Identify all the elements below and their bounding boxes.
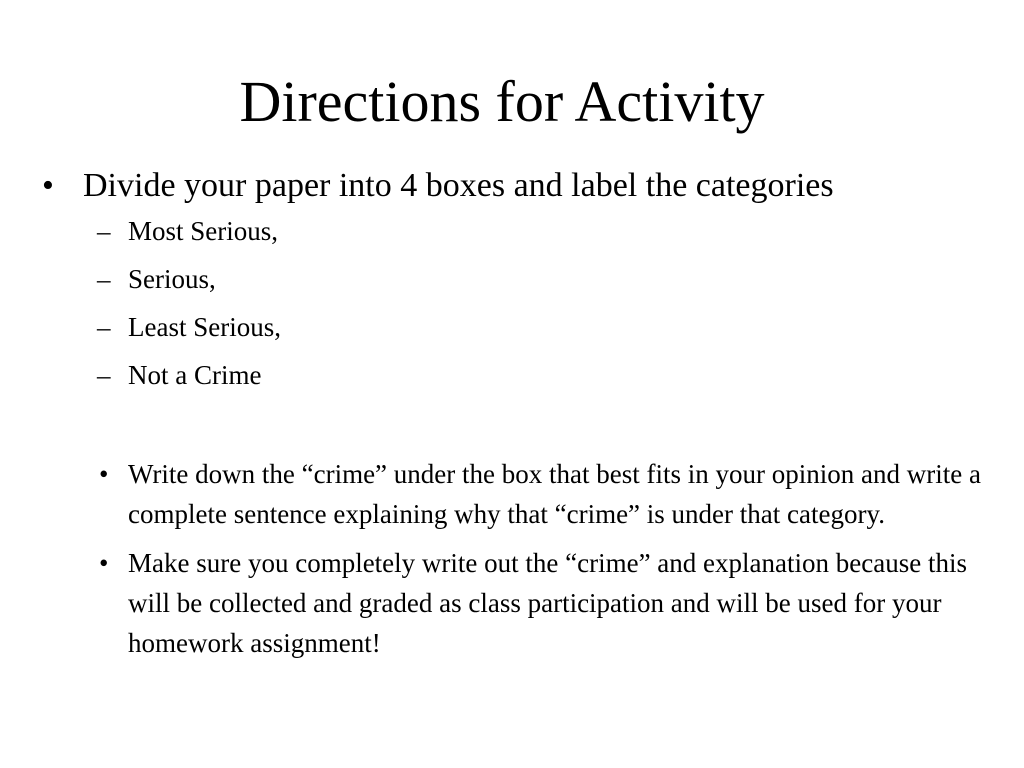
category-item [40, 310, 990, 344]
category-item [40, 214, 990, 248]
category-item [40, 358, 990, 392]
dash-marker: – [97, 264, 111, 294]
instruction-item [40, 454, 986, 534]
bullet-marker: • [99, 459, 109, 489]
main-bullet-text: Divide your paper into 4 boxes and label the categories [83, 167, 834, 204]
category-label: Most Serious, [128, 216, 279, 246]
instruction-text: Write down the “crime” under the box that best fits in your opinion and write a complete sentence explaining why that “crime” is under that category. [128, 459, 981, 529]
instruction-item [40, 543, 986, 663]
category-item [40, 262, 990, 296]
dash-marker: – [97, 360, 111, 390]
category-label: Not a Crime [128, 360, 262, 390]
category-label: Serious, [128, 264, 216, 294]
category-list [40, 214, 990, 392]
bullet-marker: • [42, 167, 54, 204]
dash-marker: – [97, 312, 111, 342]
category-label: Least Serious, [128, 312, 281, 342]
bullet-marker: • [99, 548, 109, 578]
instruction-text: Make sure you completely write out the “crime” and explanation because this will be collected and graded as class participation and will be used for your homework assignment! [128, 548, 967, 658]
dash-marker: – [97, 216, 111, 246]
instruction-list [40, 454, 990, 663]
slide-title: Directions for Activity [239, 69, 765, 134]
slide-content [40, 164, 990, 672]
main-bullet [40, 164, 990, 208]
